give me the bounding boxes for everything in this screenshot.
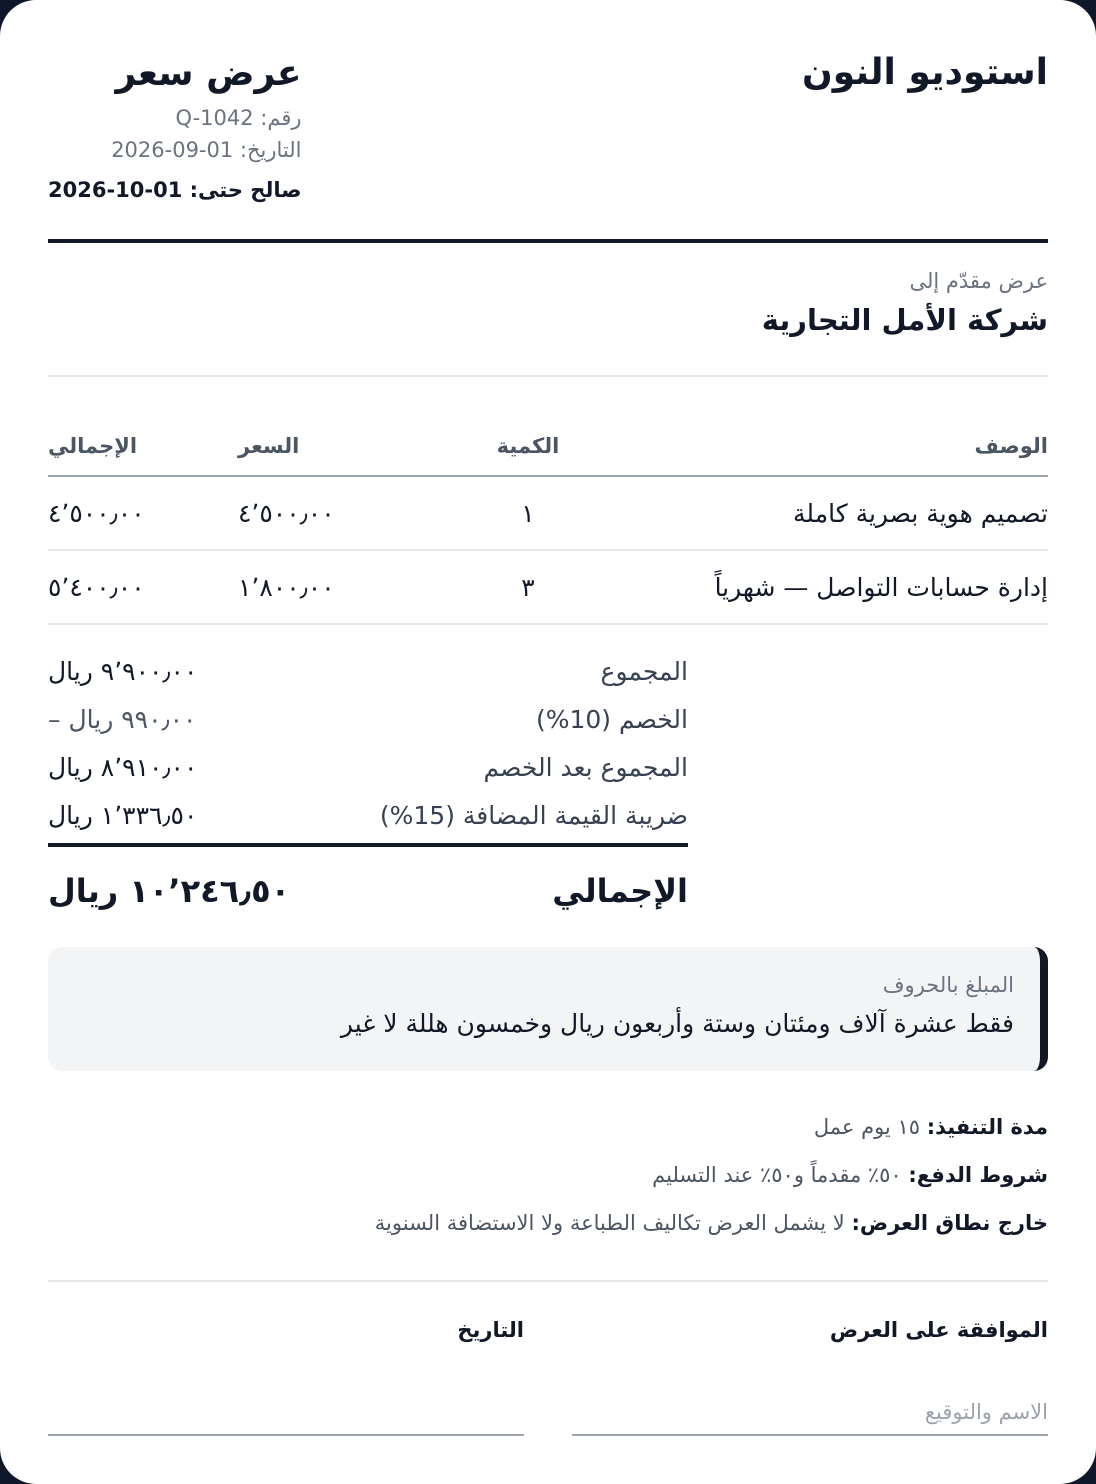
after-discount-row [48, 743, 688, 791]
row-description: تصميم هوية بصرية كاملة [608, 476, 1048, 550]
quote-date-label: التاريخ: [239, 138, 302, 162]
quote-date [48, 134, 302, 166]
row-description: إدارة حسابات التواصل — شهرياً [608, 550, 1048, 624]
subtotal-row [48, 647, 688, 695]
column-header-total: الإجمالي [48, 417, 238, 476]
discount-value: – ٩٩٠٫٠٠ ريال [48, 704, 197, 734]
signature-section [48, 1280, 1048, 1484]
term-payment [48, 1151, 1048, 1199]
term-scope-value: لا يشمل العرض تكاليف الطباعة ولا الاستضافة السنوية [374, 1211, 845, 1235]
terms-section [48, 1103, 1048, 1247]
table-row [48, 550, 1048, 624]
amount-in-words-text: فقط عشرة آلاف ومئتان وستة وأربعون ريال وخمسون هللة لا غير [340, 1009, 1014, 1038]
client-label: عرض مقدّم إلى [909, 269, 1048, 293]
row-price: ٤٬٥٠٠٫٠٠ [238, 476, 448, 550]
row-total: ٥٬٤٠٠٫٠٠ [48, 550, 238, 624]
term-duration-label: مدة التنفيذ: [926, 1115, 1048, 1139]
signature-line[interactable] [572, 1434, 1048, 1436]
signature-date-label: التاريخ [457, 1318, 524, 1342]
term-duration [48, 1103, 1048, 1151]
client-section [48, 243, 1048, 377]
document-header [48, 0, 1048, 243]
row-quantity: ١ [448, 476, 608, 550]
vat-row [48, 791, 688, 839]
discount-row [48, 695, 688, 743]
term-payment-label: شروط الدفع: [908, 1163, 1048, 1187]
quote-number [48, 102, 302, 134]
grand-total-row [48, 843, 688, 935]
after-discount-label: المجموع بعد الخصم [483, 752, 688, 782]
date-column [48, 1318, 524, 1342]
valid-until-label: صالح حتى: [189, 178, 302, 202]
row-total: ٤٬٥٠٠٫٠٠ [48, 476, 238, 550]
term-scope [48, 1199, 1048, 1247]
quote-meta [48, 52, 302, 206]
term-payment-value: ٥٠٪ مقدماً و٥٠٪ عند التسليم [652, 1163, 902, 1187]
discount-label: الخصم (10%) [535, 704, 688, 734]
vat-value: ١٬٣٣٦٫٥٠ ريال [48, 800, 198, 830]
table-row [48, 476, 1048, 550]
name-signature-hint: الاسم والتوقيع [924, 1400, 1048, 1424]
studio-name: استوديو النون [802, 52, 1048, 93]
grand-total-label: الإجمالي [552, 872, 688, 910]
grand-total-value: ١٠٬٢٤٦٫٥٠ ريال [48, 872, 291, 910]
term-duration-value: ١٥ يوم عمل [813, 1115, 921, 1139]
subtotal-label: المجموع [600, 656, 688, 686]
vat-label: ضريبة القيمة المضافة (15%) [379, 800, 688, 830]
after-discount-value: ٨٬٩١٠٫٠٠ ريال [48, 752, 198, 782]
subtotal-value: ٩٬٩٠٠٫٠٠ ريال [48, 656, 198, 686]
row-quantity: ٣ [448, 550, 608, 624]
row-price: ١٬٨٠٠٫٠٠ [238, 550, 448, 624]
date-line[interactable] [48, 1434, 524, 1436]
valid-until-value: 2026-10-01 [48, 178, 183, 202]
table-header-row [48, 417, 1048, 476]
column-header-price: السعر [238, 417, 448, 476]
quote-number-value: Q-1042 [175, 106, 254, 130]
quote-number-label: رقم: [260, 106, 302, 130]
quote-date-value: 2026-09-01 [111, 138, 234, 162]
client-name: شركة الأمل التجارية [761, 303, 1048, 337]
amount-in-words-label: المبلغ بالحروف [882, 973, 1014, 997]
line-items-table [48, 417, 1048, 625]
column-header-quantity: الكمية [448, 417, 608, 476]
approval-label: الموافقة على العرض [829, 1318, 1048, 1342]
term-scope-label: خارج نطاق العرض: [851, 1211, 1048, 1235]
amount-in-words-box [48, 947, 1048, 1071]
document-title: عرض سعر [115, 53, 302, 94]
totals-section [48, 647, 688, 935]
column-header-description: الوصف [608, 417, 1048, 476]
approval-column [572, 1318, 1048, 1424]
valid-until [48, 174, 302, 206]
